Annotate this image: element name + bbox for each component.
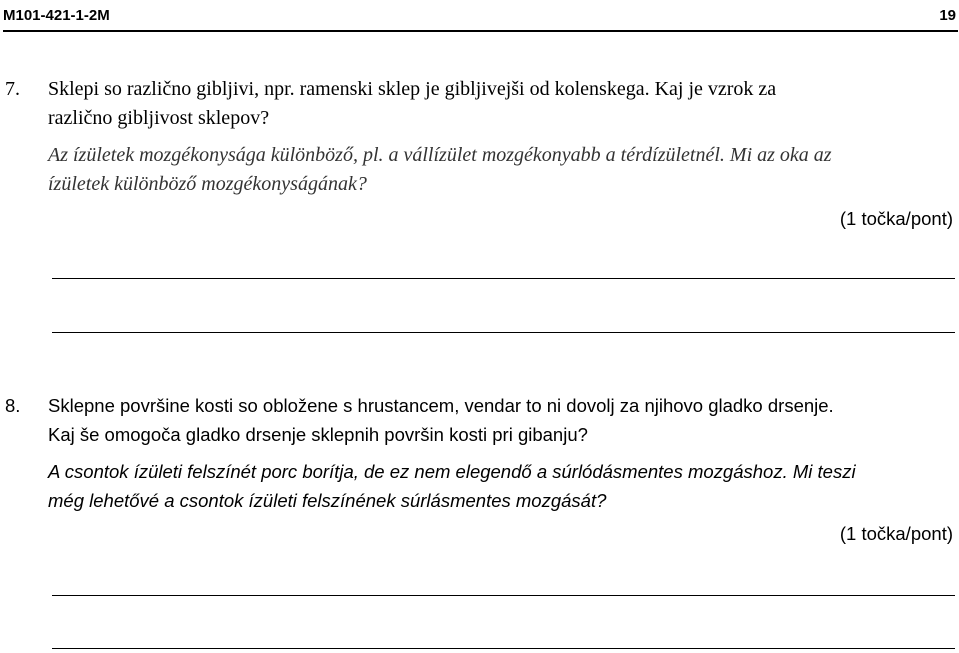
question-line: Sklepne površine kosti so obložene s hrustancem, vendar to ni dovolj za njihovo gladko drsenje. <box>48 395 834 416</box>
answer-line[interactable] <box>52 648 955 649</box>
question-text <box>48 75 953 133</box>
translation-line: még lehetővé a csontok ízületi felszínének súrlásmentes mozgását? <box>48 490 607 511</box>
answer-line[interactable] <box>52 278 955 279</box>
answer-line[interactable] <box>52 595 955 596</box>
answer-line[interactable] <box>52 332 955 333</box>
question-number: 8. <box>5 395 21 416</box>
translation-line: A csontok ízületi felszínét porc borítja, de ez nem elegendő a súrlódásmentes mozgáshoz. Mi teszi <box>48 461 856 482</box>
question-translation <box>48 457 953 515</box>
points-label: (1 točka/pont) <box>839 523 953 544</box>
exam-code: M101-421-1-2M <box>3 7 110 24</box>
translation-line: ízületek különböző mozgékonyságának? <box>48 173 367 195</box>
page-number: 19 <box>939 7 956 24</box>
question-line: Sklepi so različno gibljivi, npr. ramenski sklep je gibljivejši od kolenskega. Kaj je vzrok za <box>48 78 777 100</box>
question-line: Kaj še omogoča gladko drsenje sklepnih površin kosti pri gibanju? <box>48 424 588 445</box>
question-text <box>48 391 953 449</box>
page-header <box>3 0 958 32</box>
question-line: različno gibljivost sklepov? <box>48 107 270 129</box>
points-label: (1 točka/pont) <box>839 208 953 229</box>
question-number: 7. <box>5 78 20 100</box>
translation-line: Az ízületek mozgékonysága különböző, pl. a vállízület mozgékonyabb a térdízületnél. Mi az oka az <box>48 144 832 166</box>
question-translation <box>48 141 953 199</box>
